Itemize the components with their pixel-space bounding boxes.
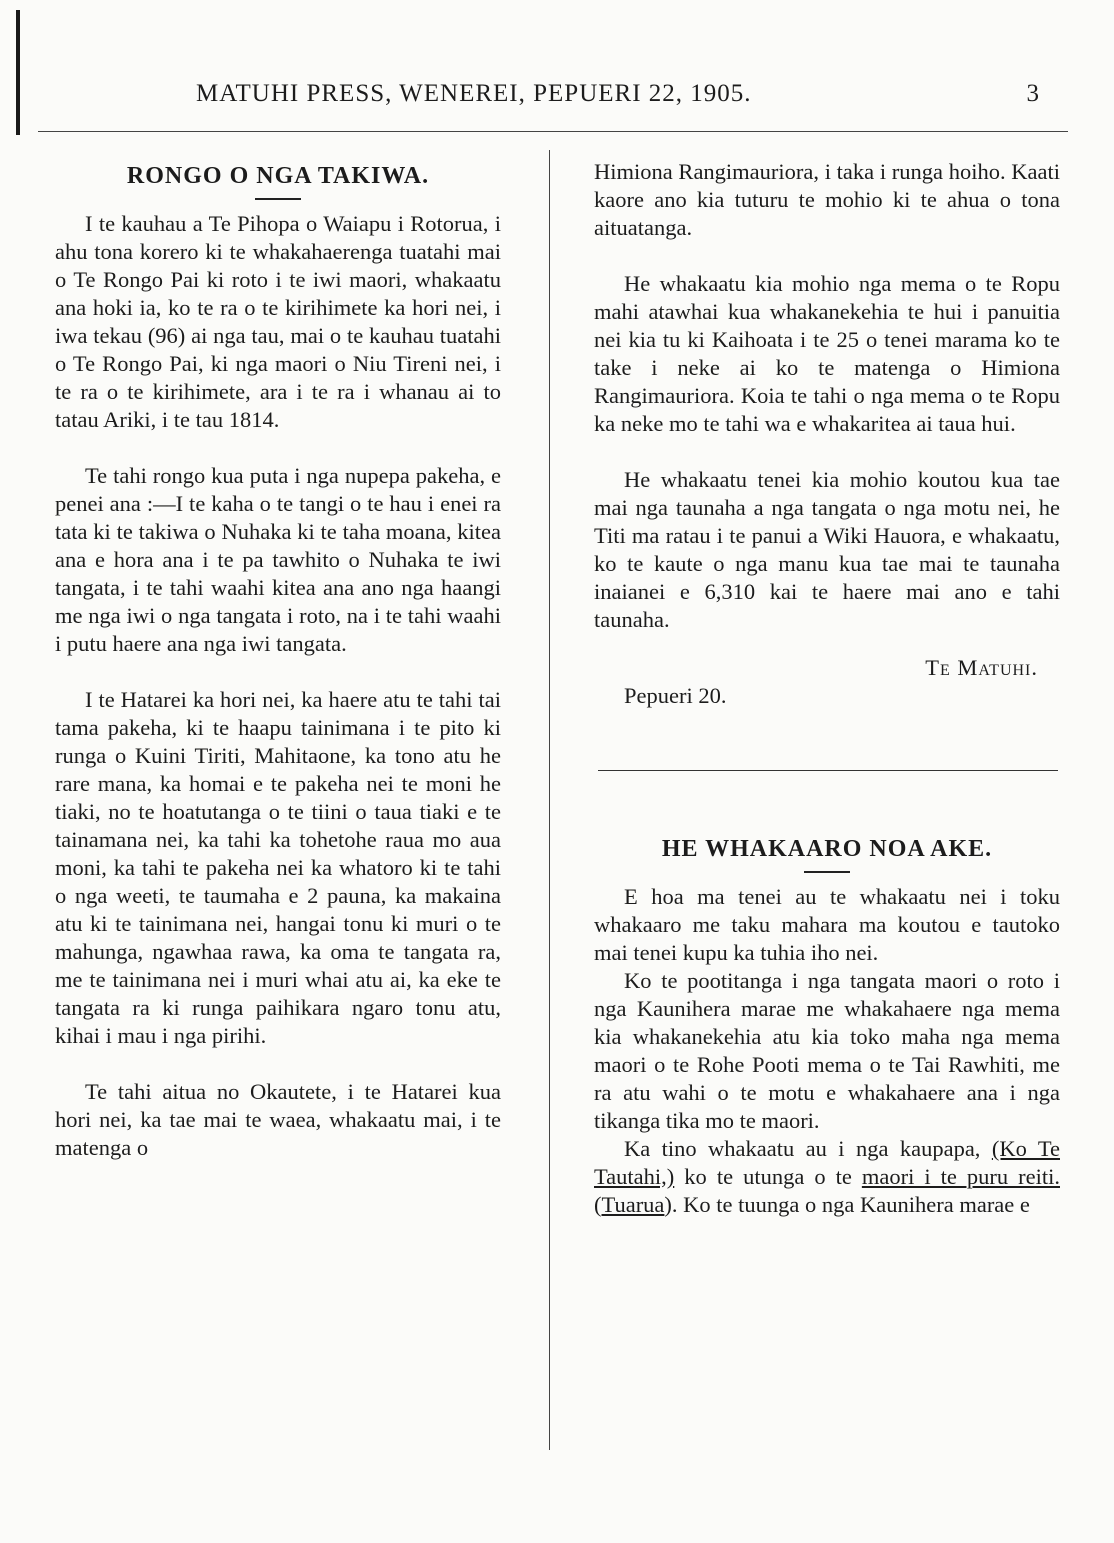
header-title: MATUHI PRESS, WENEREI, PEPUERI 22, 1905. [196, 80, 752, 107]
article-paragraph: Te tahi rongo kua puta i nga nupepa pakeha, e penei ana :—I te kaha o te tangi o te hau i enei ra tata ki te takiwa o Nuhaka ki te taha moana, kitea ana e hora ana i te pa tawhito o Nuhaka te iwi tangata, i te tahi waahi kitea ana ano nga haangi me nga iwi o nga tangata i roto, na i te tahi waahi i putu haere ana nga iwi tangata. [55, 463, 501, 656]
signature: Te Matuhi. [925, 655, 1038, 680]
margin-rule [16, 10, 20, 135]
underlined-text: Tuarua [601, 1192, 665, 1217]
underlined-text: (Ko Te Tautahi,) [594, 1136, 1060, 1189]
left-column [55, 158, 501, 1190]
right-column [594, 158, 1060, 1219]
heading-rule [255, 198, 301, 200]
section-heading: RONGO O NGA TAKIWA. [126, 163, 430, 189]
section-heading: HE WHAKAARO NOA AKE. [661, 836, 993, 862]
section-divider [598, 770, 1058, 771]
article-paragraph: Te tahi aitua no Okautete, i te Hatarei kua hori nei, ka tae mai te waea, whakaatu mai, i te matenga o [55, 1079, 501, 1160]
text-run: ( [594, 1192, 602, 1217]
article-paragraph: He whakaatu kia mohio nga mema o te Ropu mahi atawhai kua whakanekehia te hui i panuitia nei kia tu ki Kaihoata i te 25 o tenei marama ko te take i neke ai ko te matenga o Himiona Rangimauriora. Koia te tahi o nga mema o te Ropu ka neke mo te tahi wa e whakaritea ai taua hui. [594, 271, 1060, 436]
article-paragraph: Ko te pootitanga i nga tangata maori o roto i nga Kaunihera marae me whakahaere nga mema kia whakanekehia atu kia toko maha nga mema maori o te Rohe Pooti mema o te Tai Rawhiti, me ra atu wahi o te motu e whakahaere ana i nga tikanga tika mo te maori. [594, 968, 1060, 1133]
running-header [60, 80, 1040, 108]
underlined-text: maori i te puru reiti. [861, 1164, 1060, 1189]
article-paragraph: E hoa ma tenei au te whakaatu nei i toku whakaaro me taku mahara ma koutou e tautoko mai tenei kupu ka tuhia iho nei. [594, 884, 1060, 965]
header-rule [38, 131, 1068, 132]
article-paragraph: I te Hatarei ka hori nei, ka haere atu te tahi tai tama pakeha, ki te haapu tainimana i te pito ki runga o Kuini Tiriti, Mahitaone, ka tono atu he rare mana, ka homai e te pakeha nei te moni he tiaki, no te hoatutanga o te tiini o taua tiaki e te tainamana nei, ka tahi ka tohetohe raua mo aua moni, ka tahi te pakeha nei ka whatoro ki te tahi o nga weeti, te taumaha e 2 pauna, ka makaina atu ki te tainimana nei, hangai tonu ki muri o te mahunga, ngawhaa rawa, ka oma te tangata ra, me te tainimana nei i muri whai atu ai, ka eke te tangata ra ki runga paihikara ngaro tonu atu, kihai i mau i nga pirihi. [55, 687, 501, 1048]
article-paragraph: Himiona Rangimauriora, i taka i runga hoiho. Kaati kaore ano kia tuturu te mohio ki te ahua o tona aituatanga. [594, 159, 1060, 240]
column-divider [549, 150, 550, 1450]
heading-rule [804, 871, 850, 873]
text-run: ). Ko te tuunga o nga Kaunihera marae e [664, 1192, 1030, 1217]
page-number: 3 [1026, 80, 1040, 107]
article-paragraph: He whakaatu tenei kia mohio koutou kua tae mai nga taunaha a nga tangata o nga motu nei, he Titi ma ratau i te panui a Wiki Hauora, e whakaatu, ko te kaute o nga manu kua tae mai te taunaha inaianei e 6,310 kai te haere mai ano e tahi taunaha. [594, 467, 1060, 632]
dateline: Pepueri 20. [624, 683, 727, 708]
article-paragraph [594, 1135, 1060, 1219]
text-run: Ka tino whakaatu au i nga kaupapa, [624, 1136, 992, 1161]
text-run: ko te utunga o te [674, 1164, 862, 1189]
article-paragraph: I te kauhau a Te Pihopa o Waiapu i Rotorua, i ahu tona korero ki te whakahaerenga tuatahi mai o Te Rongo Pai ki roto i te iwi maori, whakaatu ana hoki ia, ko te ra o te kirihimete ka hori nei, i iwa tekau (96) ai nga tau, mai o te kauhau tuatahi o Te Rongo Pai, ki nga maori o Niu Tireni nei, i te ra o te kirihimete, ara i te ra i whanau ai to tatau Ariki, i te tau 1814. [55, 211, 501, 432]
